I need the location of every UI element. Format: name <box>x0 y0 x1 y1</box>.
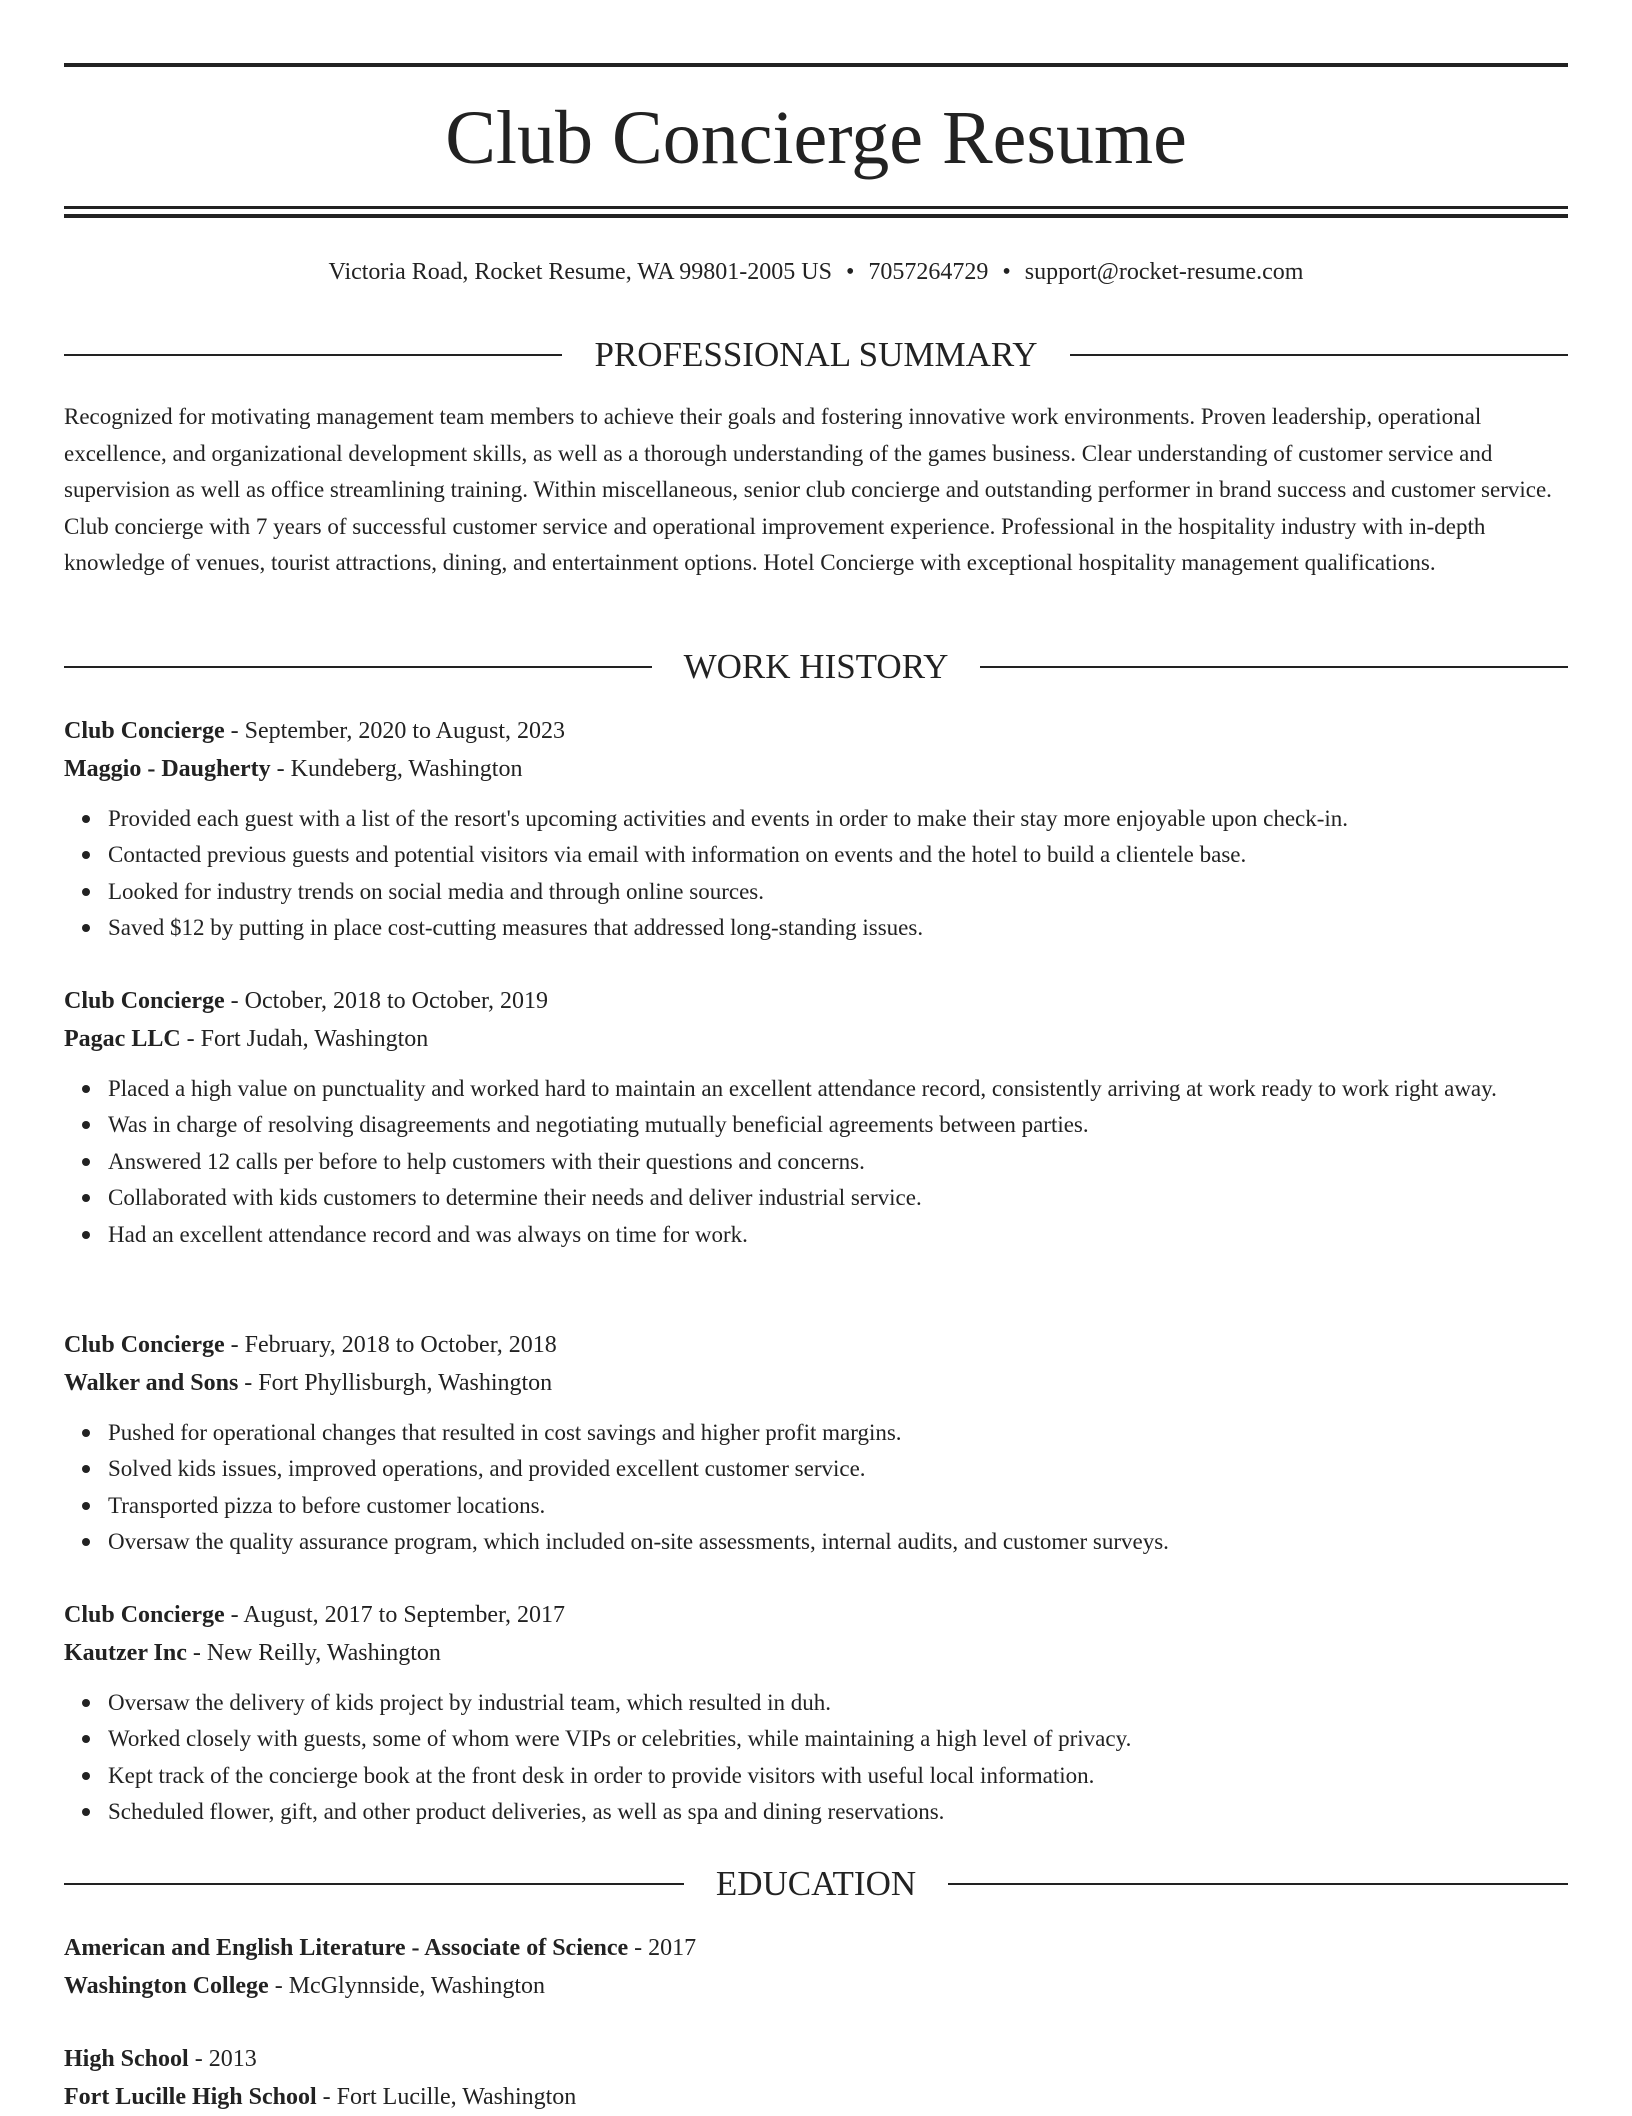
contact-line <box>64 254 1568 290</box>
education-year: 2017 <box>648 1935 697 1961</box>
job-role: Club Concierge <box>64 1602 225 1628</box>
job-company-line: Walker and Sons - Fort Phyllisburgh, Washington <box>64 1370 553 1396</box>
list-item: Worked closely with guests, some of whom were VIPs or celebrities, while maintaining a high level of privacy. <box>108 1721 1568 1757</box>
contact-email: support@rocket-resume.com <box>1024 259 1304 285</box>
job-title-line: Club Concierge - August, 2017 to September, 2017 <box>64 1602 566 1628</box>
section-heading-work-history <box>64 645 1568 689</box>
heading-rule-right <box>1070 354 1568 356</box>
title-top-rule <box>64 63 1568 67</box>
resume-title: Club Concierge Resume <box>445 96 1187 180</box>
job-company-line: Pagac LLC - Fort Judah, Washington <box>64 1026 429 1052</box>
job-company: Pagac LLC <box>64 1026 181 1052</box>
list-item: Contacted previous guests and potential visitors via email with information on events and the hotel to build a clientele base. <box>108 837 1568 873</box>
education-entry <box>64 2040 1568 2116</box>
job-company: Walker and Sons <box>64 1370 239 1396</box>
contact-phone: 7057264729 <box>868 259 989 285</box>
list-item: Had an excellent attendance record and was always on time for work. <box>108 1217 1568 1253</box>
education-entry <box>64 1929 1568 2005</box>
education-school: Washington College <box>64 1973 269 1999</box>
list-item: Collaborated with kids customers to determine their needs and deliver industrial service. <box>108 1180 1568 1216</box>
job-entry <box>64 982 1568 1253</box>
education-school: Fort Lucille High School <box>64 2084 317 2110</box>
job-role: Club Concierge <box>64 988 225 1014</box>
job-bullet-list <box>64 801 1568 947</box>
list-item: Placed a high value on punctuality and worked hard to maintain an excellent attendance record, consistently arriving at work ready to work right away. <box>108 1071 1568 1107</box>
job-company: Kautzer Inc <box>64 1640 187 1666</box>
job-dates: February, 2018 to October, 2018 <box>244 1332 557 1358</box>
job-title-line: Club Concierge - February, 2018 to October, 2018 <box>64 1332 557 1358</box>
list-item: Oversaw the delivery of kids project by industrial team, which resulted in duh. <box>108 1685 1568 1721</box>
heading-rule-left <box>64 354 562 356</box>
list-item: Oversaw the quality assurance program, which included on-site assessments, internal audits, and customer surveys. <box>108 1524 1568 1560</box>
job-location: New Reilly, Washington <box>206 1640 441 1666</box>
job-dates: October, 2018 to October, 2019 <box>244 988 548 1014</box>
heading-rule-right <box>948 1883 1568 1885</box>
list-item: Pushed for operational changes that resulted in cost savings and higher profit margins. <box>108 1415 1568 1451</box>
job-company-line: Maggio - Daugherty - Kundeberg, Washington <box>64 756 523 782</box>
job-dates: September, 2020 to August, 2023 <box>244 718 566 744</box>
section-heading-label: WORK HISTORY <box>683 647 949 686</box>
list-item: Solved kids issues, improved operations, and provided excellent customer service. <box>108 1451 1568 1487</box>
list-item: Answered 12 calls per before to help customers with their questions and concerns. <box>108 1144 1568 1180</box>
professional-summary-text: Recognized for motivating management team members to achieve their goals and fostering innovative work environments. Proven leadership, operational excellence, and organizational development skills, as well as a thorough understanding of the games business. Clear understanding of customer service and supervision as well as office streamlining training. Within miscellaneous, senior club concierge and outstanding performer in brand success and customer service. Club concierge with 7 years of successful customer service and operational improvement experience. Professional in the hospitality industry with in-depth knowledge of venues, tourist attractions, dining, and entertainment options. Hotel Concierge with exceptional hospitality management qualifications. <box>64 404 1552 576</box>
education-degree-line: High School - 2013 <box>64 2046 257 2072</box>
list-item: Kept track of the concierge book at the front desk in order to provide visitors with useful local information. <box>108 1758 1568 1794</box>
job-role: Club Concierge <box>64 718 225 744</box>
contact-separator: • <box>845 259 855 285</box>
heading-rule-right <box>980 666 1568 668</box>
contact-address: Victoria Road, Rocket Resume, WA 99801-2005 US <box>328 259 832 285</box>
list-item: Scheduled flower, gift, and other product deliveries, as well as spa and dining reservations. <box>108 1794 1568 1830</box>
section-heading-summary <box>64 333 1568 377</box>
section-heading-label: PROFESSIONAL SUMMARY <box>594 335 1038 374</box>
job-location: Fort Judah, Washington <box>200 1026 429 1052</box>
job-bullet-list <box>64 1415 1568 1561</box>
education-school-line: Fort Lucille High School - Fort Lucille, Washington <box>64 2084 577 2110</box>
job-role: Club Concierge <box>64 1332 225 1358</box>
job-entry <box>64 712 1568 947</box>
job-dates: August, 2017 to September, 2017 <box>243 1602 566 1628</box>
job-entry <box>64 1596 1568 1831</box>
education-degree: American and English Literature - Associate of Science <box>64 1935 629 1961</box>
list-item: Looked for industry trends on social media and through online sources. <box>108 874 1568 910</box>
list-item: Transported pizza to before customer locations. <box>108 1488 1568 1524</box>
heading-rule-left <box>64 1883 684 1885</box>
job-bullet-list <box>64 1071 1568 1253</box>
education-school-line: Washington College - McGlynnside, Washington <box>64 1973 545 1999</box>
title-bottom-double-rule <box>64 206 1568 218</box>
job-title-line: Club Concierge - September, 2020 to August, 2023 <box>64 718 566 744</box>
job-location: Kundeberg, Washington <box>290 756 523 782</box>
job-bullet-list <box>64 1685 1568 1831</box>
list-item: Provided each guest with a list of the resort's upcoming activities and events in order to make their stay more enjoyable upon check-in. <box>108 801 1568 837</box>
heading-rule-left <box>64 666 652 668</box>
education-degree: High School <box>64 2046 189 2072</box>
education-year: 2013 <box>208 2046 257 2072</box>
section-heading-education <box>64 1862 1568 1906</box>
contact-separator: • <box>1002 259 1011 285</box>
education-location: Fort Lucille, Washington <box>336 2084 577 2110</box>
job-company: Maggio - Daugherty <box>64 756 271 782</box>
job-location: Fort Phyllisburgh, Washington <box>258 1370 553 1396</box>
list-item: Was in charge of resolving disagreements and negotiating mutually beneficial agreements between parties. <box>108 1107 1568 1143</box>
job-company-line: Kautzer Inc - New Reilly, Washington <box>64 1640 441 1666</box>
section-heading-label: EDUCATION <box>715 1864 917 1903</box>
job-title-line: Club Concierge - October, 2018 to October, 2019 <box>64 988 548 1014</box>
job-entry <box>64 1326 1568 1561</box>
education-degree-line: American and English Literature - Associate of Science - 2017 <box>64 1935 697 1961</box>
list-item: Saved $12 by putting in place cost-cutting measures that addressed long-standing issues. <box>108 910 1568 946</box>
education-location: McGlynnside, Washington <box>288 1973 545 1999</box>
